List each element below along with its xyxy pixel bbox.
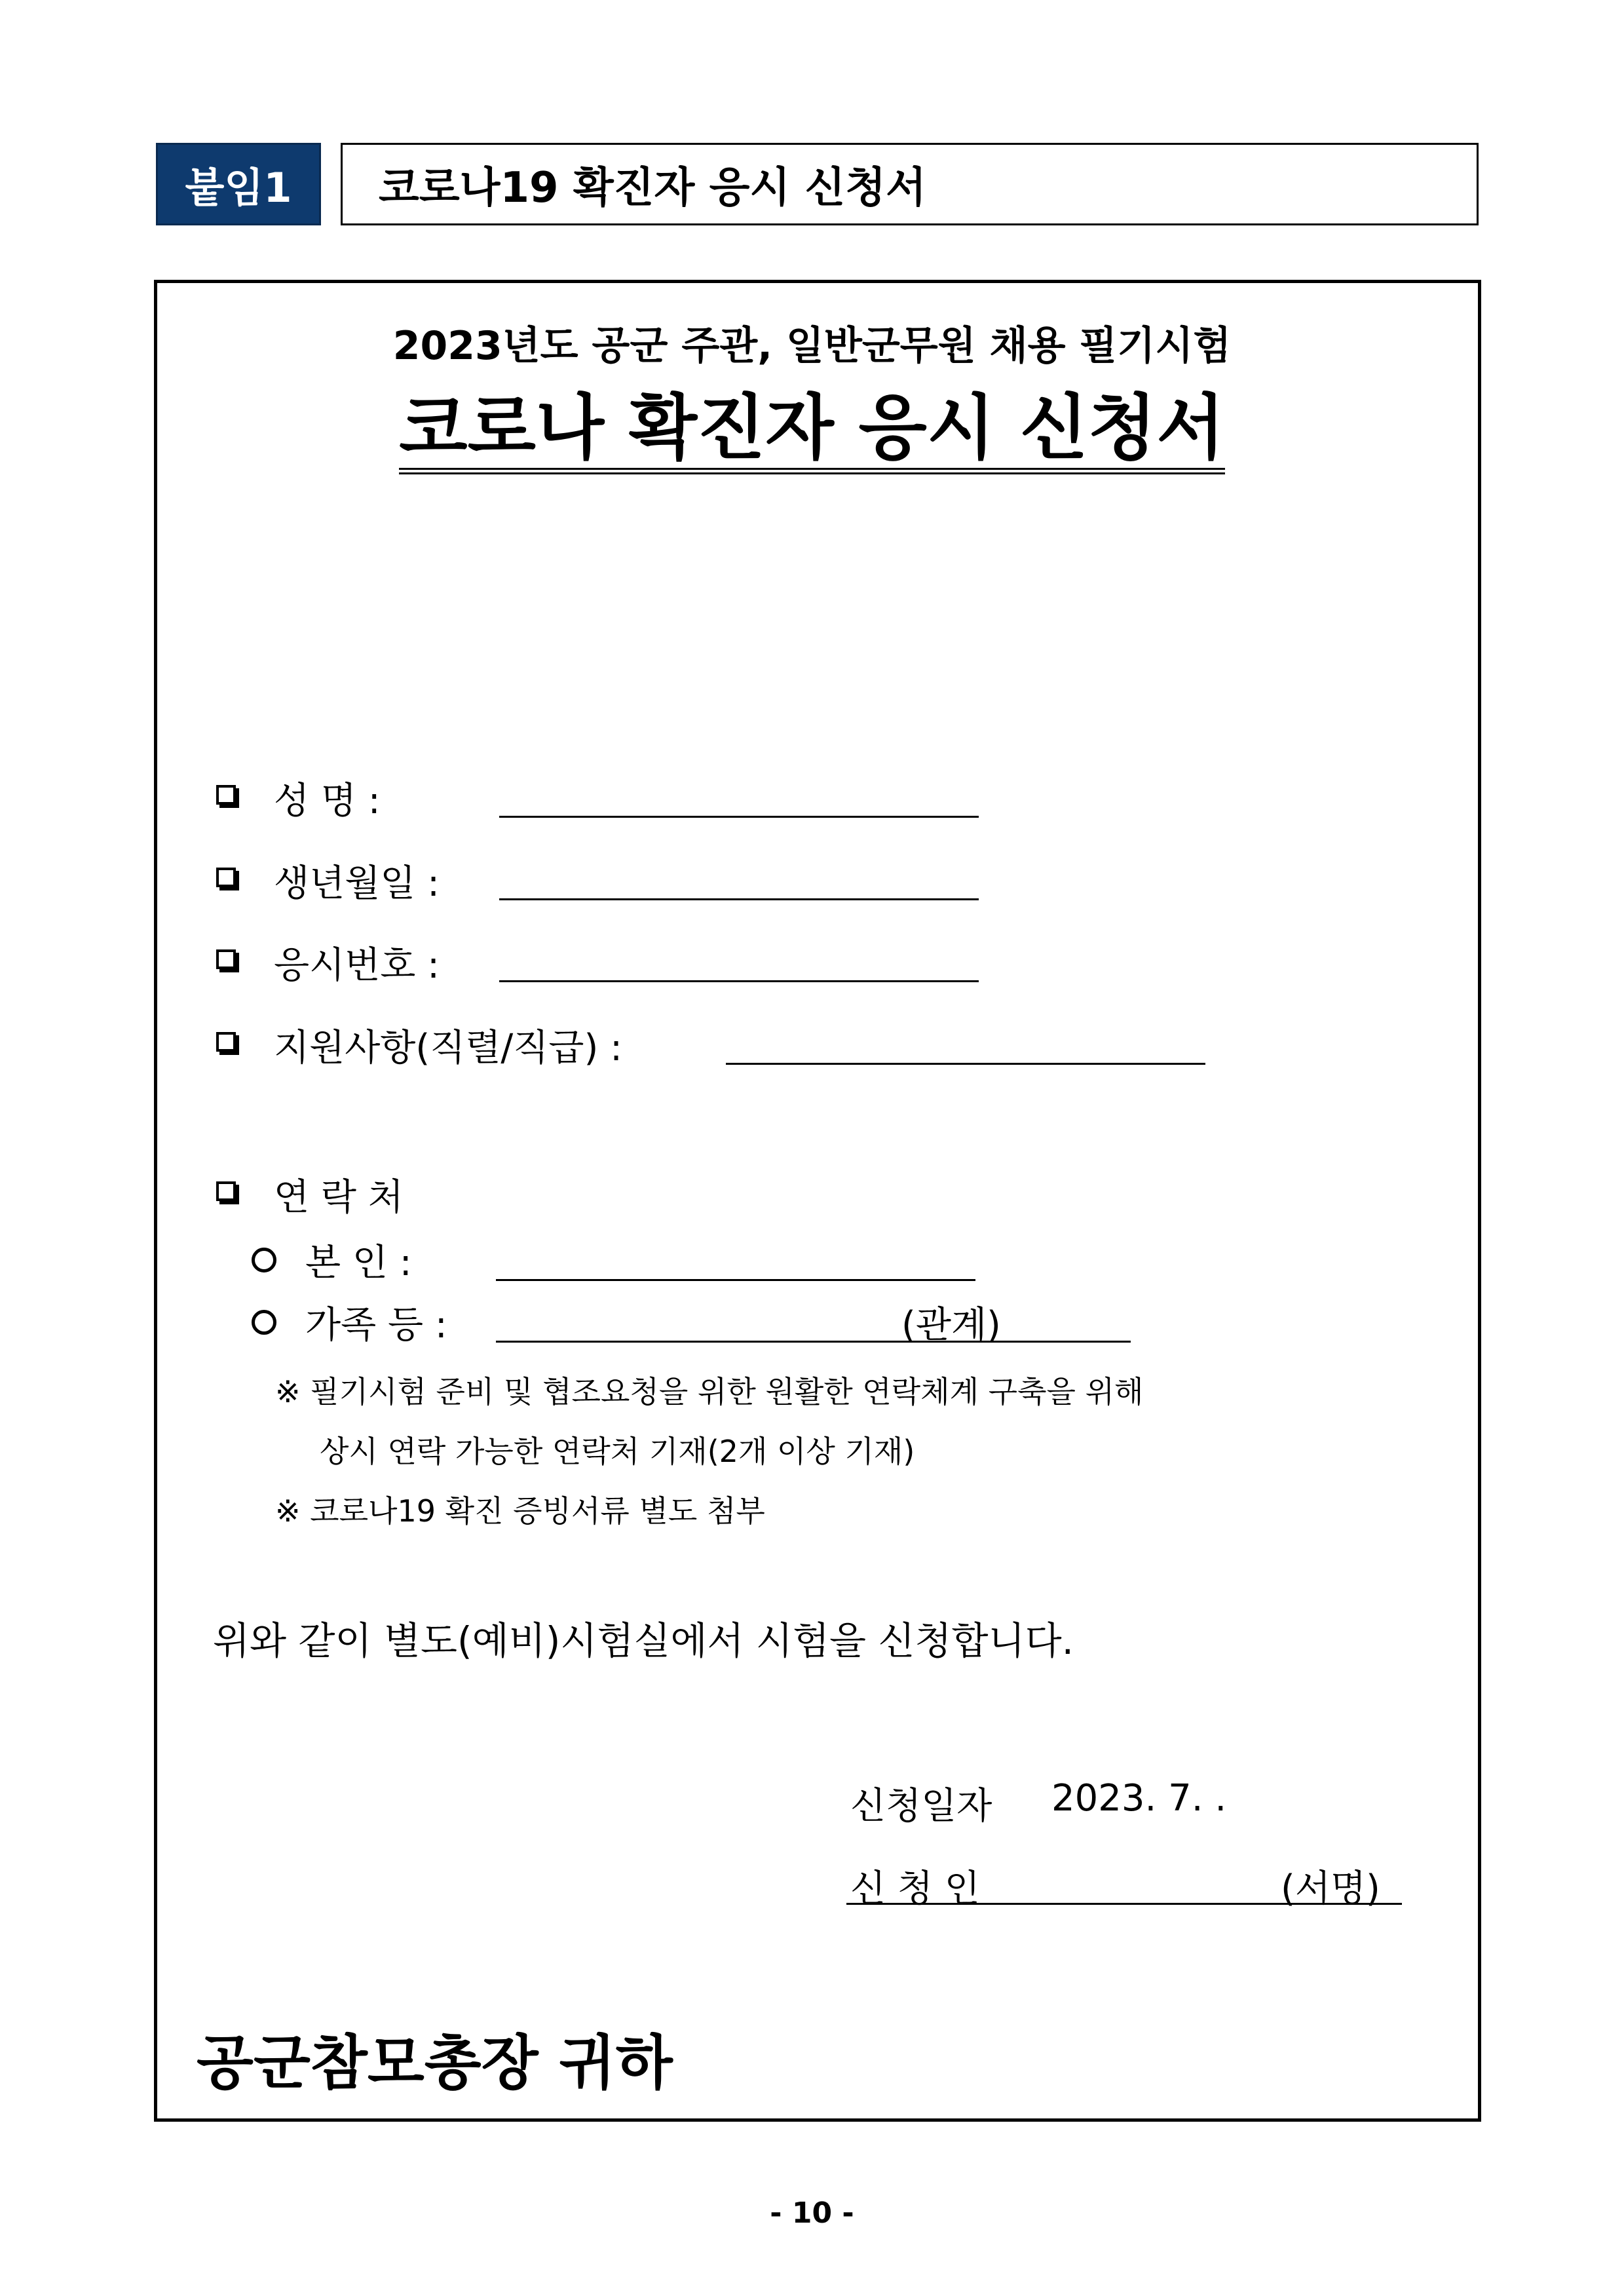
field-birthdate-input[interactable] [499, 898, 979, 900]
attachment-tag: 붙임1 [156, 143, 321, 225]
contact-self-label: 본 인 : [305, 1242, 412, 1284]
form-title-text: 코로나 확진자 응시 신청서 [399, 393, 1224, 474]
checkbox-icon [216, 949, 236, 969]
field-exam-number-input[interactable] [499, 980, 979, 982]
circle-bullet-icon [252, 1248, 276, 1272]
field-position-input[interactable] [726, 1063, 1205, 1065]
circle-bullet-icon [252, 1310, 276, 1335]
contact-family-input[interactable] [496, 1341, 1131, 1343]
application-statement: 위와 같이 별도(예비)시험실에서 시험을 신청합니다. [213, 1618, 1074, 1663]
contact-family-label: 가족 등 : [305, 1304, 447, 1347]
checkbox-icon [216, 1032, 236, 1052]
attachment-heading [341, 143, 1479, 225]
contact-note-1: ※ 필기시험 준비 및 협조요청을 위한 원활한 연락체계 구축을 위해 [275, 1374, 1144, 1409]
form-subtitle: 2023년도 공군 주관, 일반군무원 채용 필기시험 [392, 323, 1232, 369]
applicant-label: 신 청 인 [850, 1867, 980, 1910]
checkbox-icon [216, 868, 236, 887]
checkbox-icon [216, 1181, 236, 1201]
contact-self-input[interactable] [496, 1279, 975, 1281]
addressee: 공군참모총장 귀하 [197, 2029, 673, 2097]
contact-note-2: ※ 코로나19 확진 증빙서류 별도 첨부 [275, 1493, 765, 1529]
applicant-signature-line[interactable] [846, 1903, 1402, 1905]
field-position-label: 지원사항(직렬/직급) : [274, 1027, 622, 1069]
form-title [0, 387, 1624, 474]
field-exam-number-label: 응시번호 : [274, 944, 440, 987]
signature-label: (서명) [1281, 1867, 1380, 1910]
field-birthdate-label: 생년월일 : [274, 862, 440, 905]
contact-relation-label: (관계) [901, 1304, 1001, 1347]
checkbox-icon [216, 785, 236, 805]
field-name-label: 성 명 : [274, 780, 381, 822]
attachment-heading-text: 코로나19 확진자 응시 신청서 [379, 164, 926, 212]
contact-note-1-cont: 상시 연락 가능한 연락처 기재(2개 이상 기재) [320, 1434, 915, 1469]
contact-label: 연 락 처 [274, 1176, 404, 1219]
field-name-input[interactable] [499, 816, 979, 818]
application-date-label: 신청일자 [850, 1785, 992, 1827]
page-number: - 10 - [770, 2196, 854, 2230]
application-date-value: 2023. 7. . [1051, 1777, 1227, 1820]
